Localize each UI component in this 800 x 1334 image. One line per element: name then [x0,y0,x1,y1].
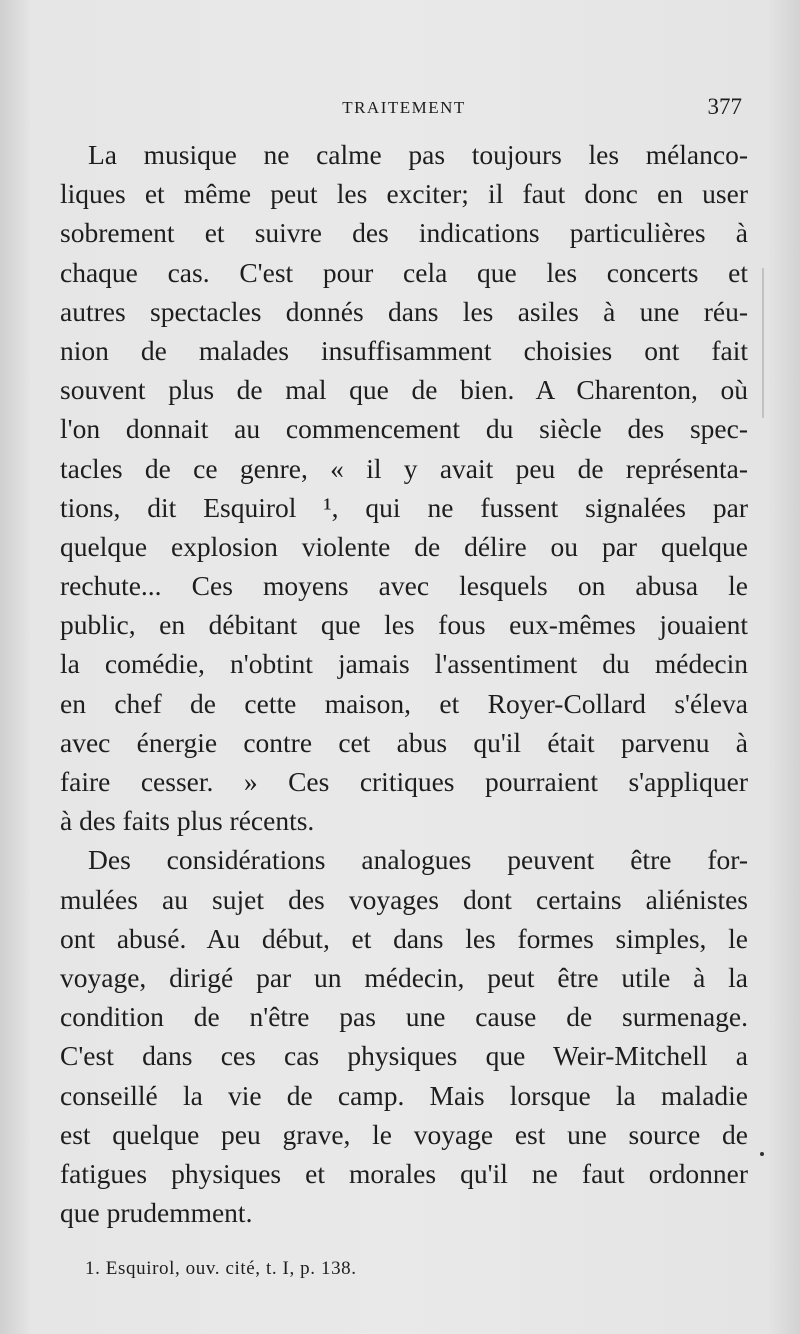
paragraph-music [60,135,748,840]
text-line: avec énergie contre cet abus qu'il était parvenu à [60,726,748,758]
paragraph-travel [60,840,748,1232]
text-line: mulées au sujet des voyages dont certains aliénistes [60,883,748,915]
margin-mark [762,268,764,418]
running-head-title: TRAITEMENT [342,98,466,117]
body-text [60,135,748,1232]
text-line: public, en débitant que les fous eux-mêmes jouaient [60,609,748,641]
text-line: fatigues physiques et morales qu'il ne faut ordonner [60,1157,748,1189]
ink-speck [760,1152,764,1156]
page-number: 377 [707,94,742,119]
running-head [60,94,748,124]
text-line: en chef de cette maison, et Royer-Collard s'éleva [60,687,748,719]
text-line: est quelque peu grave, le voyage est une source de [60,1118,748,1150]
text-line: La musique ne calme pas toujours les mélanco- [88,139,748,170]
text-line: rechute... Ces moyens avec lesquels on abusa le [60,570,748,602]
text-line: à des faits plus récents. [60,805,315,837]
footnote: 1. Esquirol, ouv. cité, t. I, p. 138. [85,1258,357,1279]
text-line: l'on donnait au commencement du siècle des spec- [60,413,748,445]
text-line: sobrement et suivre des indications particulières à [60,217,748,249]
text-line: voyage, dirigé par un médecin, peut être utile à la [60,961,748,993]
text-line: C'est dans ces cas physiques que Weir-Mitchell a [60,1040,748,1072]
text-line: autres spectacles donnés dans les asiles à une réu- [60,295,748,327]
text-line: quelque explosion violente de délire ou par quelque [60,530,748,562]
text-line: la comédie, n'obtint jamais l'assentiment du médecin [60,648,748,680]
text-line: souvent plus de mal que de bien. A Charenton, où [60,374,748,406]
text-line: condition de n'être pas une cause de surmenage. [60,1001,748,1033]
text-line: ont abusé. Au début, et dans les formes simples, le [60,922,748,954]
text-line: que prudemment. [60,1197,253,1229]
text-line: Des considérations analogues peuvent être for- [88,844,748,876]
text-line: tions, dit Esquirol ¹, qui ne fussent signalées par [60,491,748,523]
text-line: nion de malades insuffisamment choisies ont fait [60,334,748,366]
text-line: chaque cas. C'est pour cela que les concerts et [60,256,748,288]
text-line: faire cesser. » Ces critiques pourraient s'appliquer [60,766,748,797]
text-line: liques et même peut les exciter; il faut donc en user [60,178,748,210]
text-line: tacles de ce genre, « il y avait peu de représenta- [60,452,748,484]
text-line: conseillé la vie de camp. Mais lorsque la maladie [60,1079,748,1111]
